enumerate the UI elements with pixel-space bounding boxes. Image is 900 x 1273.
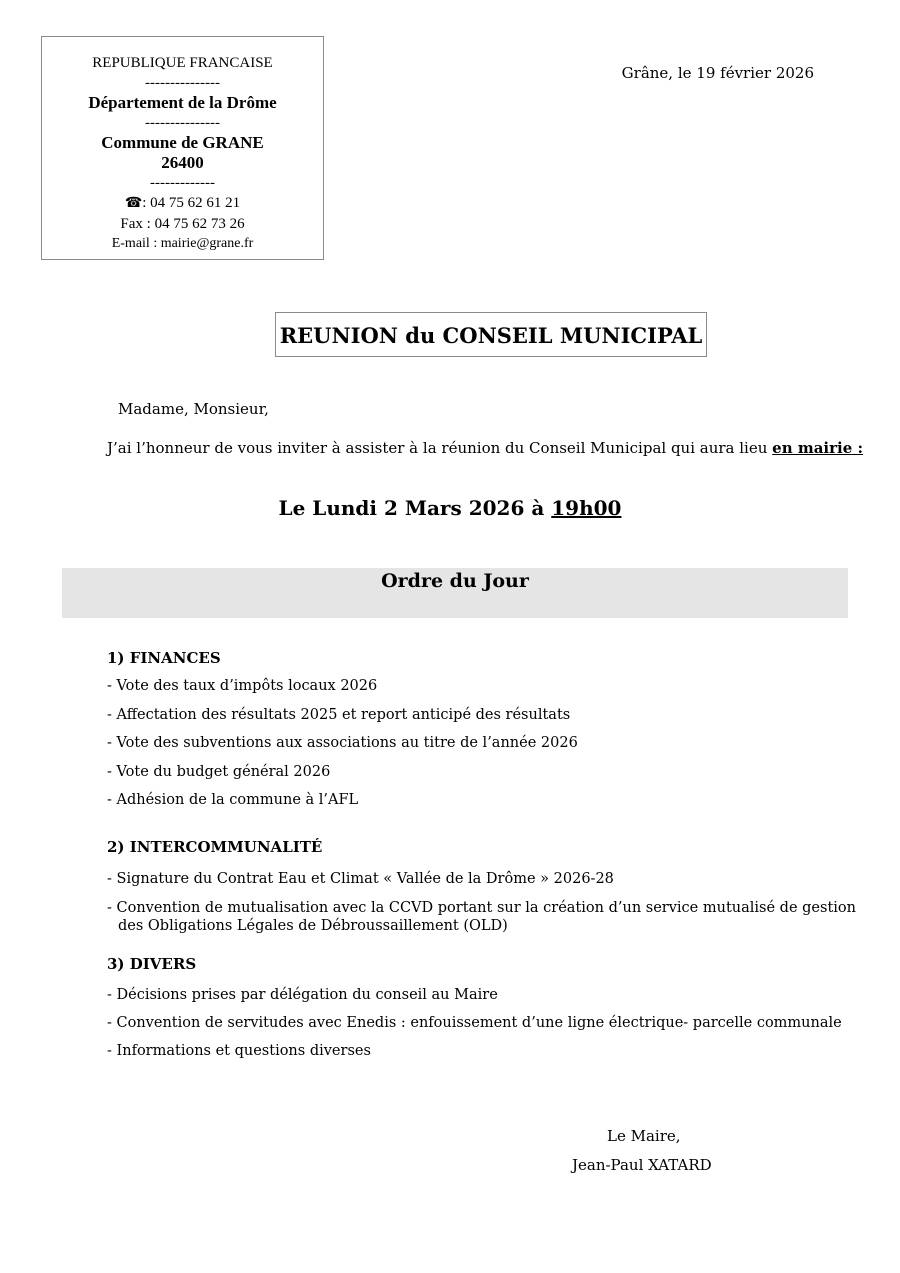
signature-name: Jean-Paul XATARD [572,1156,712,1174]
signature-role: Le Maire, [607,1127,681,1145]
list-item: - Informations et questions diverses [107,1043,371,1059]
phone-icon: ☎ [124,196,143,211]
commune-label: Commune de GRANE [101,133,264,152]
list-item: - Vote du budget général 2026 [107,764,331,780]
section-heading-divers: 3) DIVERS [107,955,197,973]
list-item: - Adhésion de la commune à l’AFL [107,792,359,808]
phone-number: : 04 75 62 61 21 [142,195,241,211]
letter-date: Grâne, le 19 février 2026 [621,64,814,82]
list-item: - Décisions prises par délégation du conseil au Maire [107,987,498,1003]
invitation-text: J’ai l’honneur de vous inviter à assister à la réunion du Conseil Municipal qui aura lieu [107,439,773,457]
invitation-paragraph [107,439,863,457]
agenda-title: Ordre du Jour [381,570,529,592]
list-item: - Signature du Contrat Eau et Climat « Vallée de la Drôme » 2026-28 [107,871,614,887]
letterhead-box [41,36,324,260]
invitation-place: en mairie : [772,439,864,457]
email-line: E-mail : mairie@grane.fr [111,236,254,251]
meeting-date [0,496,900,520]
phone-line [42,193,323,214]
section-heading-intercommunalite: 2) INTERCOMMUNALITÉ [107,838,323,856]
list-item: - Vote des subventions aux associations au titre de l’année 2026 [107,735,578,751]
postcode-label: 26400 [161,153,204,172]
list-item: - Affectation des résultats 2025 et report anticipé des résultats [107,707,571,723]
separator: ------------- [150,175,215,191]
section-heading-finances: 1) FINANCES [107,649,221,667]
agenda-banner [62,568,848,618]
separator: --------------- [145,115,220,131]
list-item: - Vote des taux d’impôts locaux 2026 [107,678,378,694]
department-label: Département de la Drôme [88,93,277,112]
republic-label: REPUBLIQUE FRANCAISE [92,55,273,71]
salutation: Madame, Monsieur, [118,400,269,418]
document-title: REUNION du CONSEIL MUNICIPAL [275,312,707,357]
separator: --------------- [145,75,220,91]
fax-line: Fax : 04 75 62 73 26 [120,216,245,232]
list-item: - Convention de mutualisation avec la CCVD portant sur la création d’un service mutualisé de gestion des Obligations Légales de Débroussaillement (OLD) [107,900,856,934]
meeting-date-text: Le Lundi 2 Mars 2026 à [278,496,552,520]
list-item: - Convention de servitudes avec Enedis : enfouissement d’une ligne électrique- parcelle communale [107,1015,842,1031]
meeting-time: 19h00 [551,496,622,520]
